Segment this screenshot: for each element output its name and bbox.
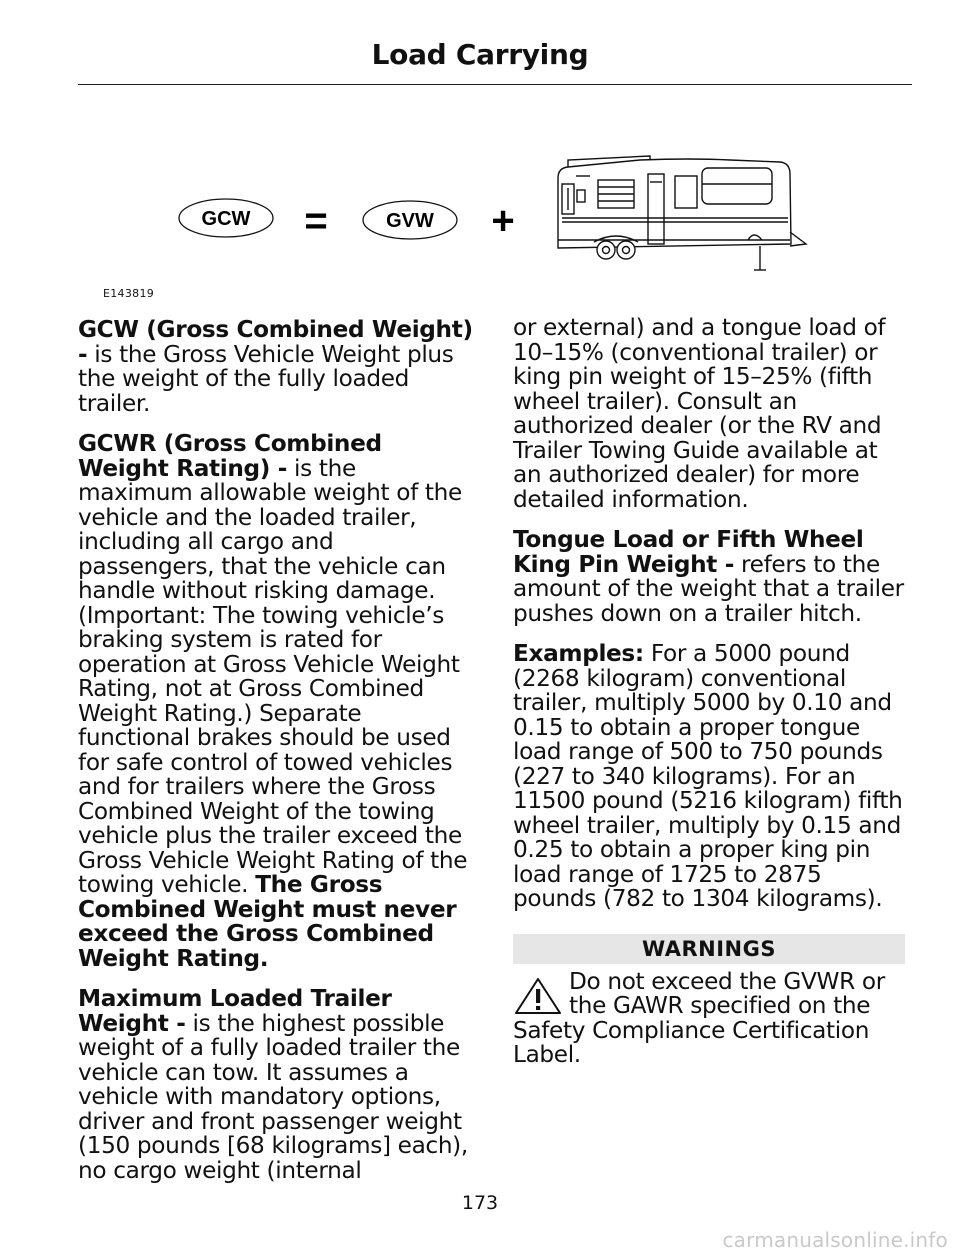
gcw-text: is the Gross Vehicle Weight plus the weight of the fully loaded trailer. [78, 340, 454, 417]
examples-paragraph [513, 642, 911, 912]
max-trailer-weight-definition [78, 987, 476, 1183]
header-rule [78, 84, 912, 85]
page-title: Load Carrying [371, 38, 589, 71]
max-trailer-weight-term: Maximum Loaded Trailer Weight - [78, 985, 392, 1037]
max-trailer-weight-text: is the highest possible weight of a fully loaded trailer the vehicle can tow. It assumes a vehicle with mandatory options, driver and front passenger weight (150 pounds [68 kilograms] each), no cargo weight (internal [78, 1009, 468, 1184]
gcw-label: GCW [201, 208, 251, 230]
gcwr-text: is the maximum allowable weight of the vehicle and the loaded trailer, including all cargo and passengers, that the vehicle can handle without risking damage. (Important: The towing vehicle’s braking system is rated for operation at Gross Vehicle Weight Rating, not at Gross Combined Weight Rating.) Separate functional brakes should be used for safe control of towed vehicles and for trailers where the Gross Combined Weight of the towing vehicle plus the trailer exceed the Gross Vehicle Weight Rating of the towing vehicle. [78, 454, 468, 898]
tongue-load-text: refers to the amount of the weight that a trailer pushes down on a trailer hitch. [513, 550, 904, 627]
continued-paragraph: or external) and a tongue load of 10–15% (conventional trailer) or king pin weight of 15–25% (fifth wheel trailer). Consult an authorized dealer (or the RV and Trailer Towing Guide available at an authorized dealer) for more detailed information. [513, 314, 886, 513]
gcwr-emphasis: The Gross Combined Weight must never exceed the Gross Combined Weight Rating. [78, 871, 457, 972]
right-column [513, 316, 911, 1068]
gcw-oval [179, 199, 273, 237]
gcw-definition [78, 318, 476, 416]
page-number: 173 [461, 1192, 499, 1214]
examples-text: For a 5000 pound (2268 kilogram) conventional trailer, multiply 5000 by 0.10 and 0.15 to obtain a proper tongue load range of 500 to 750 pounds (227 to 340 kilograms). For an 11500 pound (5216 kilogram) fifth wheel trailer, multiply by 0.15 and 0.25 to obtain a proper king pin load range of 1725 to 2875 pounds (782 to 1304 kilograms). [513, 640, 903, 912]
warnings-heading: WARNINGS [513, 934, 905, 964]
warning-triangle-icon [513, 976, 563, 1016]
gvw-label: GVW [386, 210, 434, 232]
plus-sign: + [491, 199, 515, 243]
examples-term: Examples: [513, 640, 644, 667]
equals-sign: = [304, 199, 328, 243]
tongue-load-definition [513, 528, 911, 626]
figure-id: E143819 [103, 287, 155, 300]
travel-trailer-icon [558, 156, 806, 270]
warning-item [513, 967, 911, 1068]
warning-text: Do not exceed the GVWR or the GAWR specified on the Safety Compliance Certification Label. [513, 967, 885, 1068]
left-column [78, 318, 476, 1199]
gcwr-definition [78, 432, 476, 971]
tongue-load-term: Tongue Load or Fifth Wheel King Pin Weight - [513, 526, 864, 578]
watermark: carmanualsonline.info [722, 1228, 948, 1252]
gcwr-term: GCWR (Gross Combined Weight Rating) - [78, 430, 382, 482]
gcw-term: GCW (Gross Combined Weight) - [78, 316, 473, 368]
gvw-oval [363, 201, 457, 239]
gcw-equation-figure [170, 148, 810, 278]
